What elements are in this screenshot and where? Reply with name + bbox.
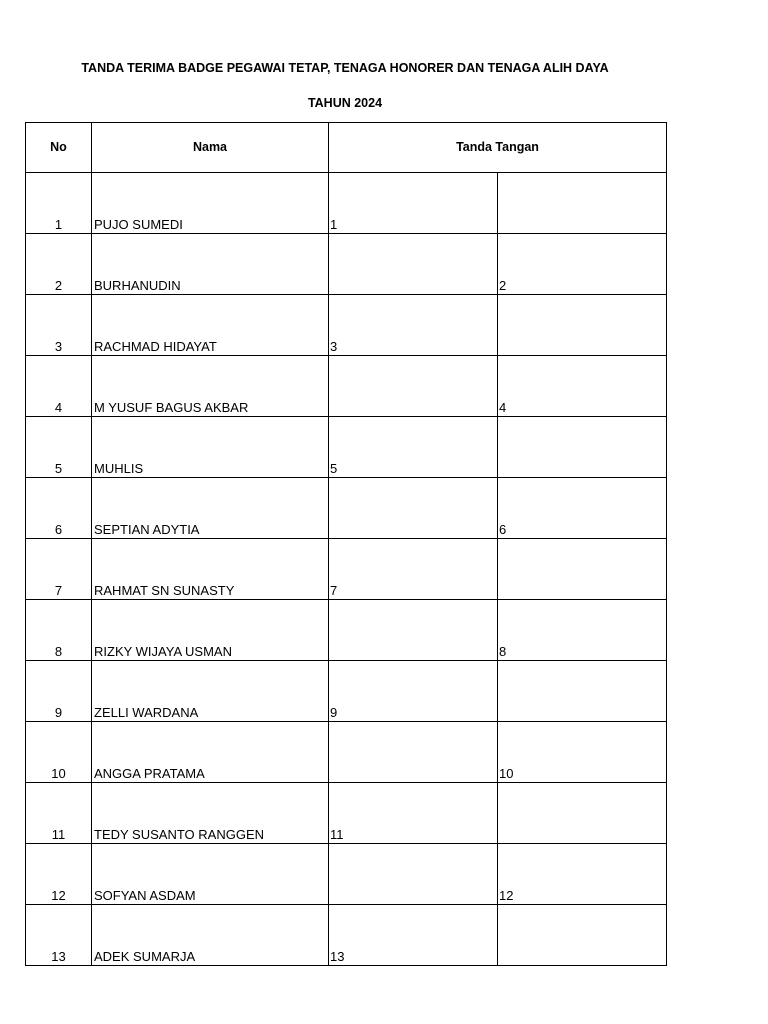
row-number: 4 — [26, 356, 92, 417]
signature-right-cell — [498, 661, 667, 722]
badge-receipt-table — [25, 122, 667, 966]
row-name: RAHMAT SN SUNASTY — [92, 539, 329, 600]
signature-left-cell — [329, 722, 498, 783]
table-row — [26, 173, 667, 234]
signature-left-cell: 11 — [329, 783, 498, 844]
row-number: 6 — [26, 478, 92, 539]
table-row — [26, 905, 667, 966]
row-number: 3 — [26, 295, 92, 356]
table-row — [26, 478, 667, 539]
signature-right-cell — [498, 539, 667, 600]
row-number: 12 — [26, 844, 92, 905]
header-no: No — [26, 123, 92, 173]
signature-left-cell: 13 — [329, 905, 498, 966]
table-row — [26, 234, 667, 295]
table-row — [26, 722, 667, 783]
table-row — [26, 844, 667, 905]
row-number: 5 — [26, 417, 92, 478]
table-row — [26, 783, 667, 844]
signature-left-cell: 3 — [329, 295, 498, 356]
row-name: MUHLIS — [92, 417, 329, 478]
signature-right-cell — [498, 295, 667, 356]
document-title: TANDA TERIMA BADGE PEGAWAI TETAP, TENAGA HONORER DAN TENAGA ALIH DAYA — [81, 61, 609, 75]
row-name: PUJO SUMEDI — [92, 173, 329, 234]
signature-right-cell — [498, 783, 667, 844]
row-number: 2 — [26, 234, 92, 295]
signature-left-cell: 5 — [329, 417, 498, 478]
header-tanda-tangan: Tanda Tangan — [329, 123, 667, 173]
signature-left-cell — [329, 234, 498, 295]
signature-right-cell — [498, 905, 667, 966]
table-row — [26, 295, 667, 356]
signature-right-cell: 8 — [498, 600, 667, 661]
row-name: BURHANUDIN — [92, 234, 329, 295]
row-number: 9 — [26, 661, 92, 722]
signature-left-cell: 9 — [329, 661, 498, 722]
row-name: ZELLI WARDANA — [92, 661, 329, 722]
row-name: SEPTIAN ADYTIA — [92, 478, 329, 539]
table-header-row — [26, 123, 667, 173]
signature-right-cell — [498, 173, 667, 234]
signature-left-cell — [329, 356, 498, 417]
signature-left-cell — [329, 844, 498, 905]
document-subtitle: TAHUN 2024 — [307, 96, 383, 110]
header-nama: Nama — [92, 123, 329, 173]
signature-left-cell: 7 — [329, 539, 498, 600]
row-number: 8 — [26, 600, 92, 661]
table-row — [26, 600, 667, 661]
row-number: 11 — [26, 783, 92, 844]
signature-right-cell: 6 — [498, 478, 667, 539]
signature-right-cell — [498, 417, 667, 478]
row-name: RACHMAD HIDAYAT — [92, 295, 329, 356]
row-name: SOFYAN ASDAM — [92, 844, 329, 905]
row-number: 13 — [26, 905, 92, 966]
row-number: 7 — [26, 539, 92, 600]
signature-left-cell — [329, 478, 498, 539]
table-row — [26, 356, 667, 417]
signature-right-cell: 12 — [498, 844, 667, 905]
row-name: TEDY SUSANTO RANGGEN — [92, 783, 329, 844]
row-name: ADEK SUMARJA — [92, 905, 329, 966]
signature-right-cell: 4 — [498, 356, 667, 417]
row-number: 1 — [26, 173, 92, 234]
row-number: 10 — [26, 722, 92, 783]
signature-right-cell: 2 — [498, 234, 667, 295]
row-name: ANGGA PRATAMA — [92, 722, 329, 783]
table-row — [26, 417, 667, 478]
signature-left-cell: 1 — [329, 173, 498, 234]
signature-right-cell: 10 — [498, 722, 667, 783]
signature-left-cell — [329, 600, 498, 661]
row-name: M YUSUF BAGUS AKBAR — [92, 356, 329, 417]
table-row — [26, 661, 667, 722]
row-name: RIZKY WIJAYA USMAN — [92, 600, 329, 661]
table-row — [26, 539, 667, 600]
